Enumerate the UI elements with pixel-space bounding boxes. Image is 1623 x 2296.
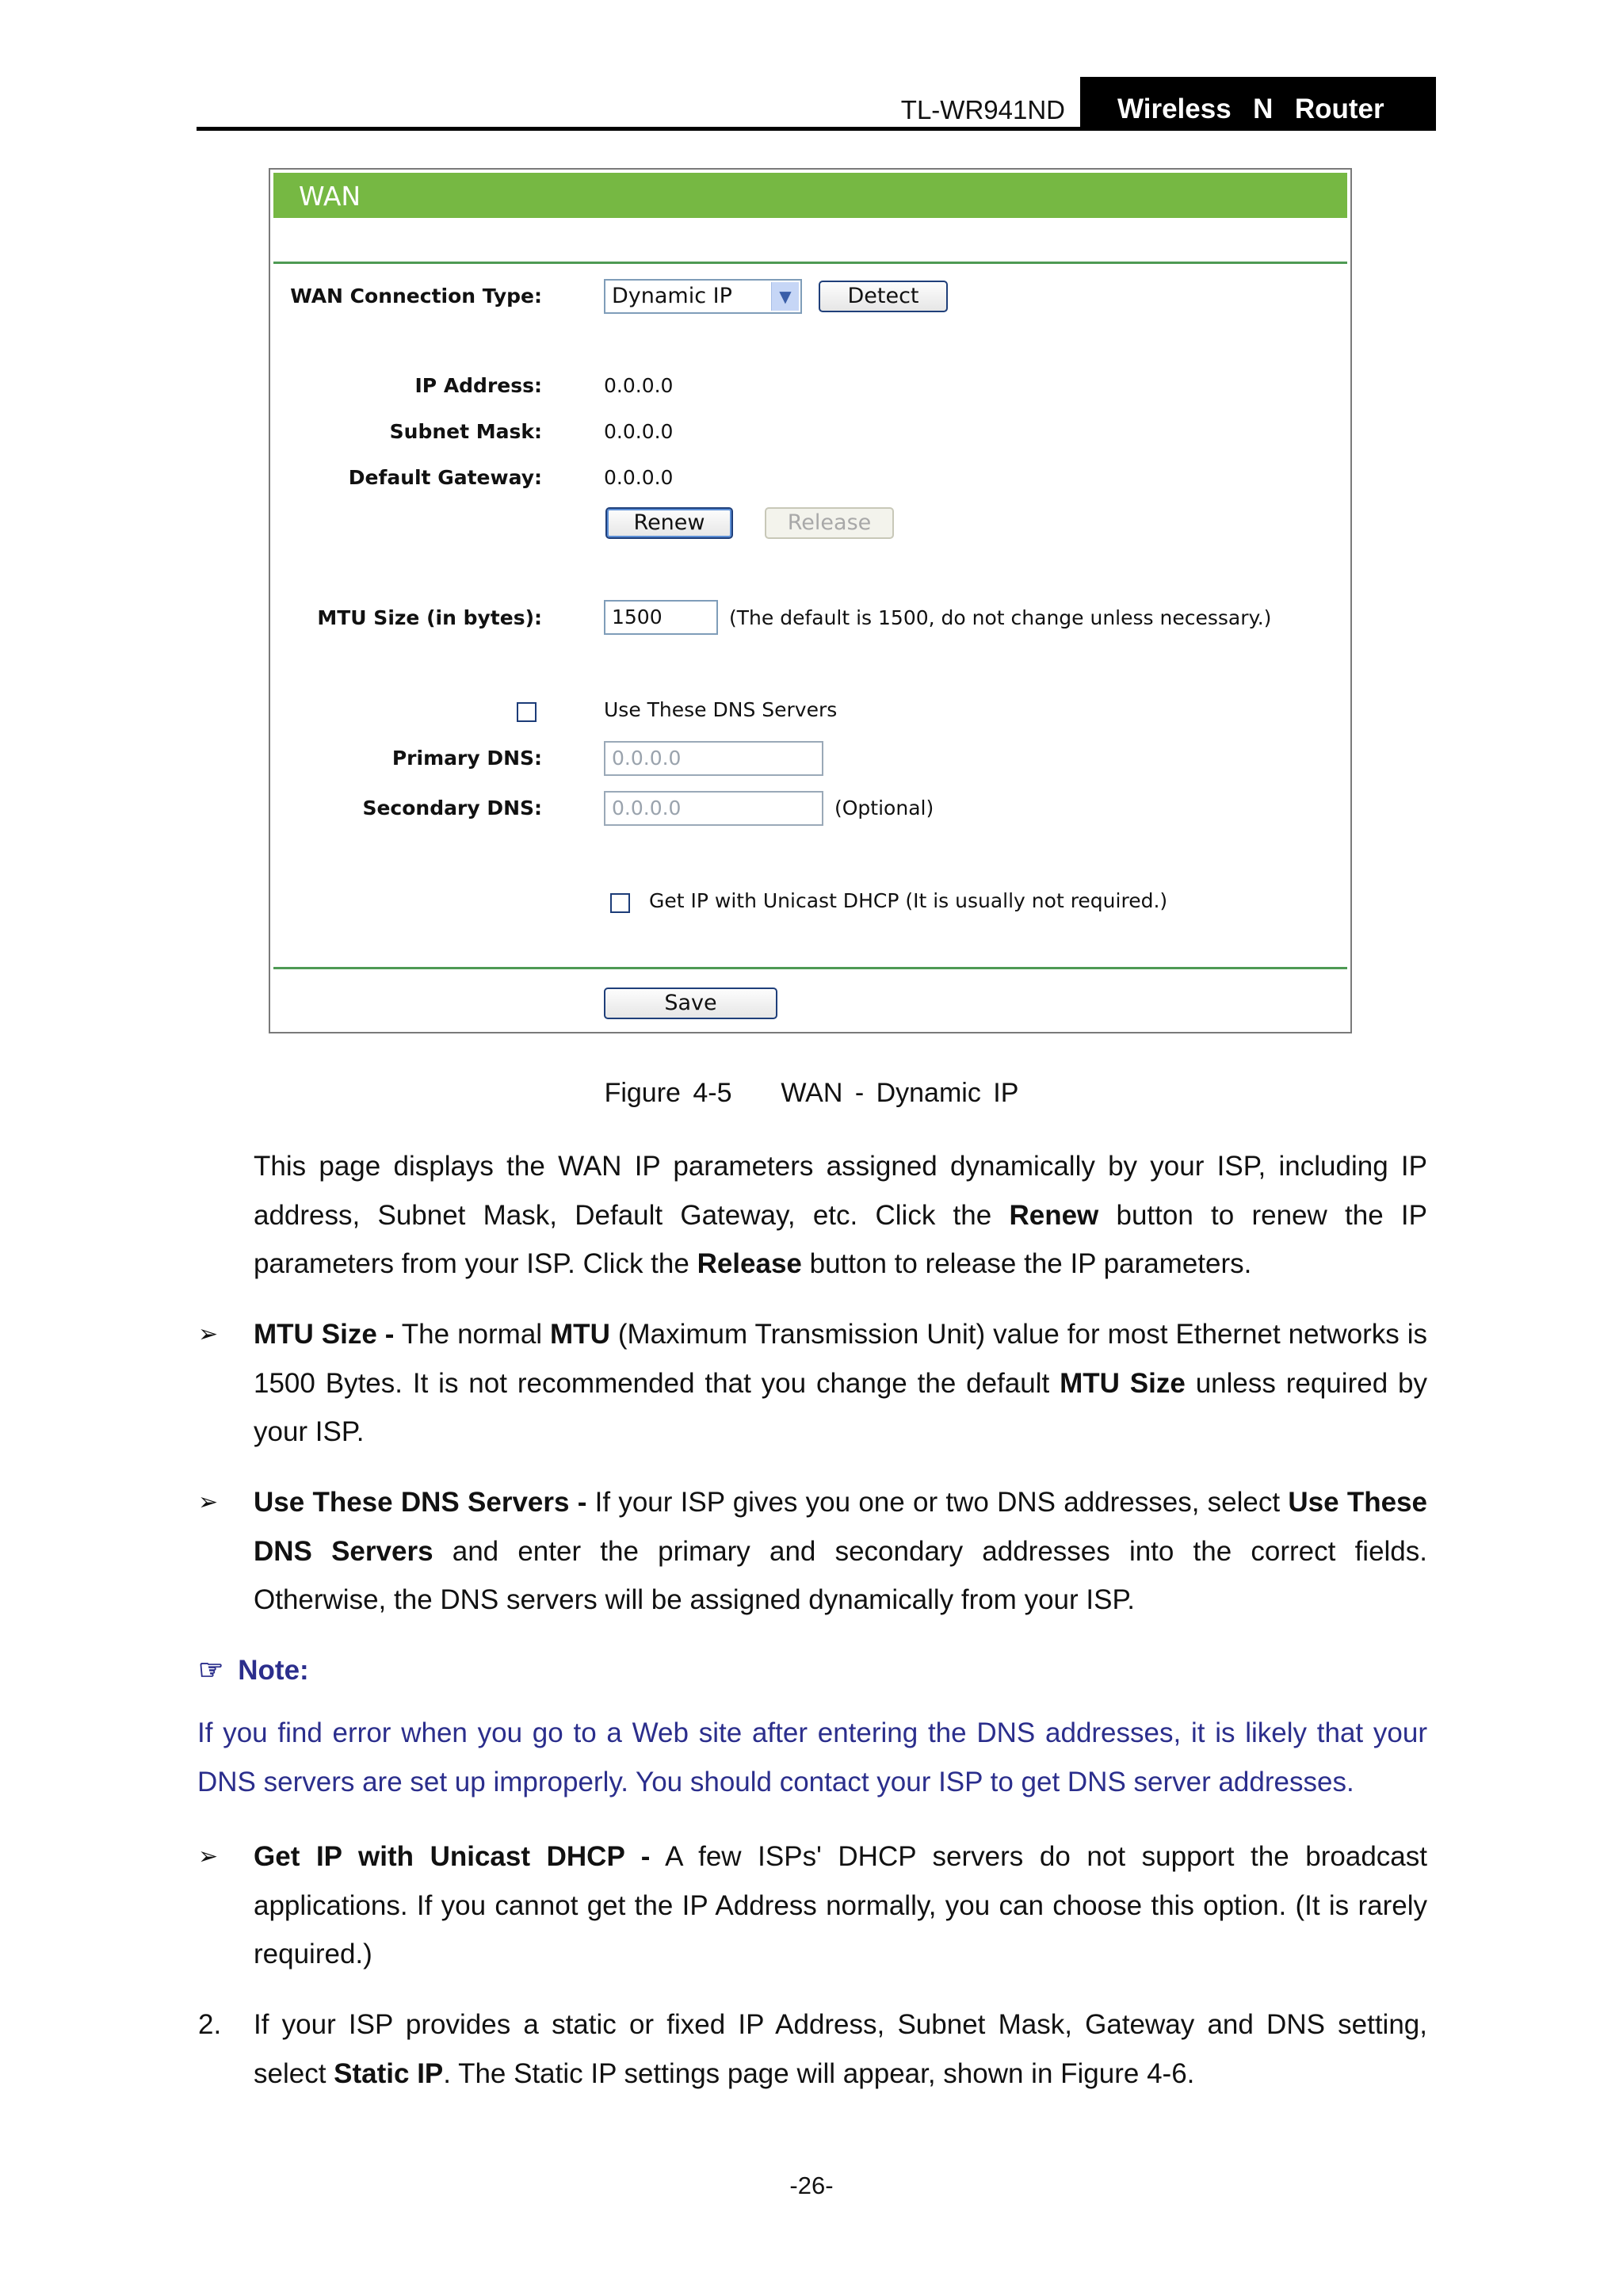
- wan-settings-screenshot: [269, 168, 1352, 1033]
- header-model: TL-WR941ND: [900, 95, 1065, 124]
- use-dns-label: Use These DNS Servers: [604, 698, 838, 721]
- mtu-paragraph: MTU Size - The normal MTU (Maximum Transmission Unit) value for most Ethernet networks is 1500 Bytes. It is not recommended that you change the default MTU Size unless required by your ISP.: [254, 1319, 1427, 1447]
- conn-type-select[interactable]: [604, 279, 802, 314]
- renew-button[interactable]: Renew: [605, 507, 733, 539]
- chevron-down-icon[interactable]: ▼: [771, 282, 799, 311]
- mtu-hint: (The default is 1500, do not change unless necessary.): [729, 606, 1272, 629]
- use-dns-checkbox[interactable]: [517, 702, 537, 722]
- conn-type-label: WAN Connection Type:: [290, 285, 542, 308]
- unicast-dhcp-label: Get IP with Unicast DHCP (It is usually not required.): [649, 889, 1168, 912]
- divider-top: [273, 262, 1347, 264]
- ip-label: IP Address:: [414, 374, 542, 397]
- item-number: 2.: [198, 2009, 222, 2040]
- wan-title: WAN: [299, 181, 361, 212]
- note-label: Note:: [238, 1655, 309, 1686]
- conn-type-value: Dynamic IP: [612, 284, 732, 308]
- note-text: If you find error when you go to a Web site after entering the DNS addresses, it is likely that your DNS servers are set up improperly. You should contact your ISP to get DNS server addresses.: [197, 1717, 1427, 1797]
- wan-title-bar: [273, 173, 1347, 218]
- figure-caption: Figure 4-5 WAN - Dynamic IP: [604, 1078, 1019, 1108]
- detect-button[interactable]: Detect: [819, 281, 948, 312]
- static-ip-paragraph: If your ISP provides a static or fixed IP Address, Subnet Mask, Gateway and DNS setting, select Static IP. The Static IP settings page will appear, shown in Figure 4-6.: [254, 2009, 1427, 2089]
- optional-label: (Optional): [834, 797, 934, 819]
- intro-paragraph: This page displays the WAN IP parameters assigned dynamically by your ISP, including IP address, Subnet Mask, Default Gateway, etc. Click the Renew button to renew the IP parameters from your ISP. Click the Release button to release the IP parameters.: [254, 1151, 1427, 1279]
- bullet-marker: ➢: [198, 1489, 219, 1515]
- unicast-dhcp-checkbox[interactable]: [610, 893, 630, 913]
- pointing-hand-icon: ☞: [198, 1653, 224, 1686]
- mask-label: Subnet Mask:: [389, 420, 542, 443]
- release-button[interactable]: Release: [765, 507, 894, 539]
- dns-paragraph: Use These DNS Servers - If your ISP gives you one or two DNS addresses, select Use These DNS Servers and enter the primary and secondary addresses into the correct fields. Otherwise, the DNS servers will be assigned dynamically from your ISP.: [254, 1487, 1427, 1615]
- primary-dns-input[interactable]: 0.0.0.0: [604, 741, 823, 776]
- bullet-marker: ➢: [198, 1843, 219, 1870]
- primary-dns-label: Primary DNS:: [391, 747, 542, 770]
- gateway-value: 0.0.0.0: [604, 466, 674, 489]
- unicast-paragraph: Get IP with Unicast DHCP - A few ISPs' DHCP servers do not support the broadcast applications. If you cannot get the IP Address normally, you can choose this option. (It is rarely required.): [254, 1841, 1427, 1969]
- header-product: Wireless N Router: [1117, 94, 1384, 124]
- mask-value: 0.0.0.0: [604, 420, 674, 443]
- secondary-dns-label: Secondary DNS:: [362, 797, 542, 819]
- ip-value: 0.0.0.0: [604, 374, 674, 397]
- note-heading: [198, 1653, 309, 1687]
- mtu-input[interactable]: 1500: [604, 600, 718, 635]
- secondary-dns-input[interactable]: 0.0.0.0: [604, 791, 823, 826]
- gateway-label: Default Gateway:: [348, 466, 542, 489]
- save-button[interactable]: Save: [604, 988, 777, 1019]
- divider-bottom: [273, 967, 1347, 969]
- mtu-label: MTU Size (in bytes):: [317, 606, 542, 629]
- page-number: -26-: [789, 2172, 834, 2199]
- bullet-marker: ➢: [198, 1321, 219, 1347]
